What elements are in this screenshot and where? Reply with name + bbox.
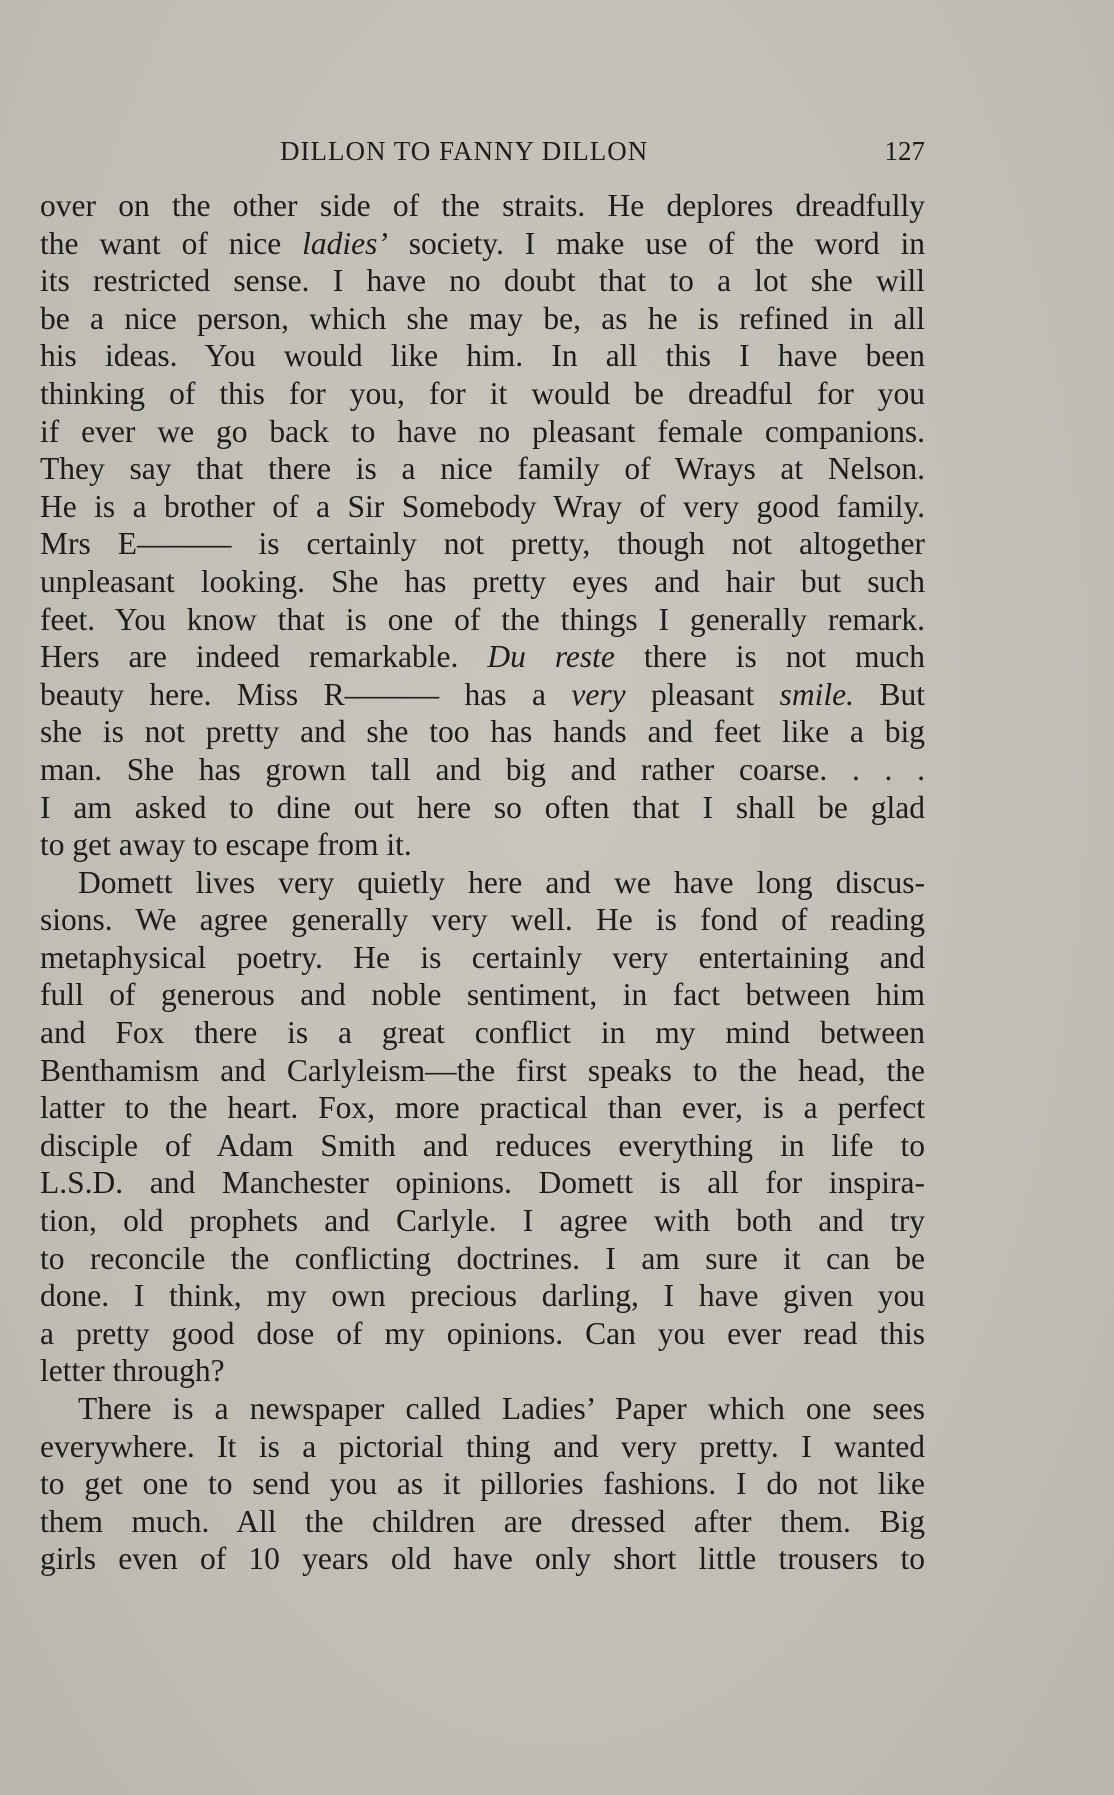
text-line (40, 976, 925, 1014)
text-line (40, 1540, 925, 1578)
text-line (40, 1315, 925, 1353)
text-line (40, 450, 925, 488)
text-line (40, 1240, 925, 1278)
text-line (40, 826, 925, 864)
text-line (40, 1202, 925, 1240)
text-segment: full of generous and noble sentiment, in fact between him (40, 977, 925, 1013)
text-segment: the want of nice (40, 225, 303, 261)
body-text (40, 187, 925, 1578)
text-segment: if ever we go back to have no pleasant female companions. (40, 413, 925, 449)
italic-text: Du reste (487, 639, 615, 675)
text-line (40, 1465, 925, 1503)
text-line (40, 262, 925, 300)
text-segment: to get away to escape from it. (40, 827, 412, 863)
text-line (40, 187, 925, 225)
text-segment: feet. You know that is one of the things I generally remark. (40, 601, 925, 637)
text-segment: girls even of 10 years old have only short little trousers to (40, 1541, 925, 1577)
text-line (40, 713, 925, 751)
text-segment: disciple of Adam Smith and reduces everything in life to (40, 1127, 925, 1163)
text-segment: metaphysical poetry. He is certainly very entertaining and (40, 939, 925, 975)
text-segment: to get one to send you as it pillories fashions. I do not like (40, 1466, 925, 1502)
text-line (40, 563, 925, 601)
text-segment: them much. All the children are dressed after them. Big (40, 1503, 925, 1539)
text-segment: Hers are indeed remarkable. (40, 639, 488, 675)
text-segment: man. She has grown tall and big and rather coarse. . . . (40, 751, 925, 787)
text-segment: unpleasant looking. She has pretty eyes and hair but such (40, 563, 925, 599)
text-segment: a pretty good dose of my opinions. Can you ever read this (40, 1315, 925, 1351)
text-line (40, 488, 925, 526)
running-head (40, 136, 925, 172)
text-segment: Mrs E——— is certainly not pretty, though not altogether (40, 526, 925, 562)
page-number: 127 (884, 136, 925, 166)
text-line (40, 901, 925, 939)
text-segment: done. I think, my own precious darling, I have given you (40, 1278, 925, 1314)
text-line (40, 676, 925, 714)
text-segment: pleasant (625, 676, 780, 712)
text-line (40, 1014, 925, 1052)
text-segment: its restricted sense. I have no doubt that to a lot she will (40, 263, 925, 299)
text-line (40, 1127, 925, 1165)
text-line (40, 1503, 925, 1541)
text-segment: beauty here. Miss R——— has a (40, 676, 572, 712)
text-line (40, 375, 925, 413)
text-segment: They say that there is a nice family of Wrays at Nelson. (40, 451, 925, 487)
text-line (40, 1277, 925, 1315)
text-line (40, 1164, 925, 1202)
italic-text: ladies’ (302, 225, 388, 261)
text-segment: be a nice person, which she may be, as he is refined in all (40, 300, 925, 336)
italic-text: smile. (779, 676, 855, 712)
text-segment: his ideas. You would like him. In all this I have been (40, 338, 925, 374)
text-segment: Benthamism and Carlyleism—the first speaks to the head, the (40, 1052, 925, 1088)
text-segment: letter through? (40, 1353, 225, 1389)
text-line (40, 225, 925, 263)
text-segment: There is a newspaper called Ladies’ Paper which one sees (78, 1391, 925, 1426)
text-line (40, 1089, 925, 1127)
text-segment: But (854, 676, 925, 712)
text-line (40, 413, 925, 451)
text-line (40, 337, 925, 375)
text-line (40, 1352, 925, 1390)
text-line (40, 525, 925, 563)
text-line (40, 300, 925, 338)
text-segment: and Fox there is a great conflict in my mind between (40, 1015, 925, 1051)
text-segment: Domett lives very quietly here and we have long discus- (78, 864, 925, 900)
text-segment: everywhere. It is a pictorial thing and very pretty. I wanted (40, 1428, 925, 1464)
text-segment: He is a brother of a Sir Somebody Wray of very good family. (40, 488, 925, 524)
text-segment: she is not pretty and she too has hands and feet like a big (40, 714, 925, 750)
text-line (40, 939, 925, 977)
text-line (40, 1052, 925, 1090)
running-title: DILLON TO FANNY DILLON (280, 136, 649, 166)
text-line (40, 638, 925, 676)
text-segment: latter to the heart. Fox, more practical than ever, is a perfect (40, 1090, 925, 1126)
text-segment: over on the other side of the straits. He deplores dreadfully (40, 188, 925, 223)
text-segment: society. I make use of the word in (387, 225, 925, 261)
text-segment: L.S.D. and Manchester opinions. Domett is all for inspira- (40, 1165, 925, 1201)
text-segment: sions. We agree generally very well. He is fond of reading (40, 902, 925, 938)
text-segment: there is not much (614, 639, 925, 675)
text-segment: thinking of this for you, for it would be dreadful for you (40, 375, 925, 411)
text-segment: to reconcile the conflicting doctrines. I am sure it can be (40, 1240, 925, 1276)
italic-text: very (571, 676, 626, 712)
text-line (40, 789, 925, 827)
text-segment: I am asked to dine out here so often that I shall be glad (40, 789, 925, 825)
text-line (40, 1428, 925, 1466)
text-segment: tion, old prophets and Carlyle. I agree with both and try (40, 1203, 925, 1239)
text-line (40, 1390, 925, 1428)
text-line (40, 751, 925, 789)
text-line (40, 601, 925, 639)
text-line (40, 864, 925, 902)
